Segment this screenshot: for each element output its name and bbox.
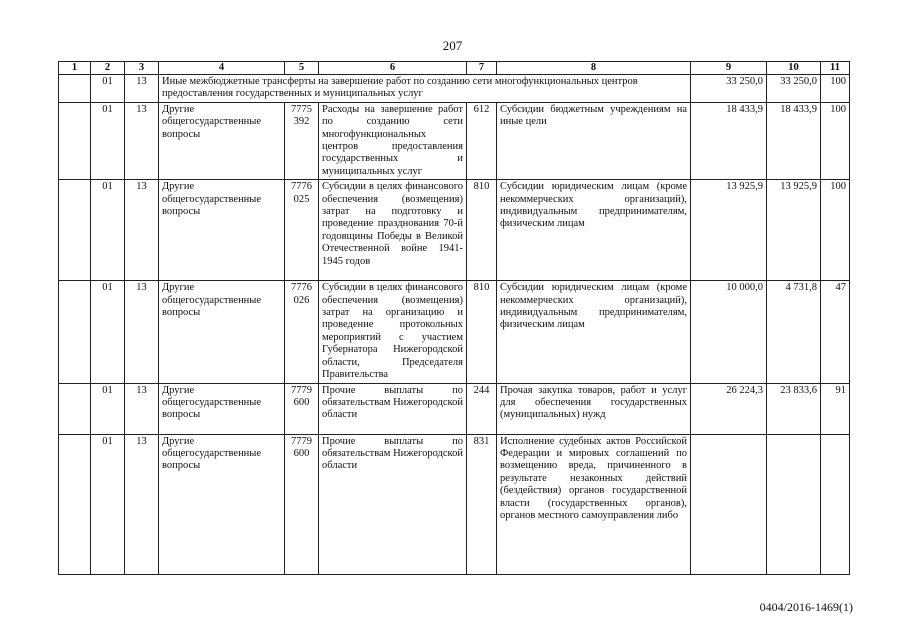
cell-expense-type-name: Прочая закупка товаров, работ и услуг для обеспечения государственных (муниципальных) нужд bbox=[497, 383, 691, 434]
header-cell: 2 bbox=[91, 62, 125, 75]
cell-section: 01 bbox=[91, 75, 125, 103]
cell-section: 01 bbox=[91, 180, 125, 281]
cell-expense-description: Прочие выплаты по обязательствам Нижегородской области bbox=[319, 383, 467, 434]
cell-target-code: 7779 600 bbox=[285, 434, 319, 574]
table-row bbox=[59, 102, 850, 179]
cell-planned: 26 224,3 bbox=[691, 383, 767, 434]
cell-expense-description: Прочие выплаты по обязательствам Нижегородской области bbox=[319, 434, 467, 574]
cell-subsection: 13 bbox=[125, 75, 159, 103]
cell-subsection: 13 bbox=[125, 281, 159, 383]
header-row bbox=[59, 62, 850, 75]
cell-expense-type: 810 bbox=[467, 281, 497, 383]
cell-section-name: Другие общегосударственные вопросы bbox=[159, 180, 285, 281]
cell-section: 01 bbox=[91, 102, 125, 179]
cell-col1 bbox=[59, 383, 91, 434]
cell-section-name: Другие общегосударственные вопросы bbox=[159, 102, 285, 179]
cell-span-description: Иные межбюджетные трансферты на завершение работ по созданию сети многофункциональных центров предоставления государственных и муниципальных услуг bbox=[159, 75, 691, 103]
cell-executed: 13 925,9 bbox=[767, 180, 821, 281]
cell-expense-type-name: Субсидии юридическим лицам (кроме некоммерческих организаций), индивидуальным предпринимателям, физическим лицам bbox=[497, 180, 691, 281]
header-cell: 6 bbox=[319, 62, 467, 75]
page-number: 207 bbox=[442, 38, 463, 53]
cell-expense-type-name: Исполнение судебных актов Российской Федерации и мировых соглашений по возмещению вреда, причиненного в результате незаконных действий (бездействия) органов государственной власти (государственных органов), органов местного самоуправления либо bbox=[497, 434, 691, 574]
header-cell: 8 bbox=[497, 62, 691, 75]
cell-section: 01 bbox=[91, 281, 125, 383]
cell-planned bbox=[691, 434, 767, 574]
cell-subsection: 13 bbox=[125, 102, 159, 179]
table-row bbox=[59, 383, 850, 434]
cell-planned: 33 250,0 bbox=[691, 75, 767, 103]
cell-target-code: 7776 026 bbox=[285, 281, 319, 383]
cell-target-code: 7775 392 bbox=[285, 102, 319, 179]
cell-planned: 10 000,0 bbox=[691, 281, 767, 383]
cell-subsection: 13 bbox=[125, 180, 159, 281]
cell-expense-type: 810 bbox=[467, 180, 497, 281]
cell-section-name: Другие общегосударственные вопросы bbox=[159, 434, 285, 574]
cell-expense-description: Субсидии в целях финансового обеспечения (возмещения) затрат на подготовку и проведение празднования 70-й годовщины Победы в Великой Отечественной войне 1941-1945 годов bbox=[319, 180, 467, 281]
cell-section: 01 bbox=[91, 434, 125, 574]
cell-subsection: 13 bbox=[125, 383, 159, 434]
cell-expense-type-name: Субсидии юридическим лицам (кроме некоммерческих организаций), индивидуальным предпринимателям, физическим лицам bbox=[497, 281, 691, 383]
cell-section: 01 bbox=[91, 383, 125, 434]
table-row bbox=[59, 180, 850, 281]
cell-col1 bbox=[59, 75, 91, 103]
cell-expense-type-name: Субсидии бюджетным учреждениям на иные цели bbox=[497, 102, 691, 179]
cell-percent bbox=[821, 434, 850, 574]
cell-executed: 33 250,0 bbox=[767, 75, 821, 103]
table-row bbox=[59, 434, 850, 574]
cell-expense-type: 244 bbox=[467, 383, 497, 434]
cell-expense-type: 612 bbox=[467, 102, 497, 179]
cell-expense-type: 831 bbox=[467, 434, 497, 574]
cell-subsection: 13 bbox=[125, 434, 159, 574]
header-cell: 4 bbox=[159, 62, 285, 75]
cell-expense-description: Субсидии в целях финансового обеспечения (возмещения) затрат на организацию и проведение протокольных мероприятий с участием Губернатора Нижегородской области, Председателя Правительства bbox=[319, 281, 467, 383]
cell-executed: 4 731,8 bbox=[767, 281, 821, 383]
cell-col1 bbox=[59, 281, 91, 383]
cell-target-code: 7779 600 bbox=[285, 383, 319, 434]
cell-planned: 13 925,9 bbox=[691, 180, 767, 281]
cell-percent: 100 bbox=[821, 75, 850, 103]
budget-table bbox=[58, 61, 850, 575]
cell-planned: 18 433,9 bbox=[691, 102, 767, 179]
header-cell: 11 bbox=[821, 62, 850, 75]
cell-col1 bbox=[59, 102, 91, 179]
cell-section-name: Другие общегосударственные вопросы bbox=[159, 281, 285, 383]
table-row bbox=[59, 75, 850, 103]
header-cell: 10 bbox=[767, 62, 821, 75]
header-cell: 3 bbox=[125, 62, 159, 75]
cell-col1 bbox=[59, 434, 91, 574]
header-cell: 5 bbox=[285, 62, 319, 75]
table-row bbox=[59, 281, 850, 383]
cell-expense-description: Расходы на завершение работ по созданию сети многофункциональных центров предоставления государственных и муниципальных услуг bbox=[319, 102, 467, 179]
cell-section-name: Другие общегосударственные вопросы bbox=[159, 383, 285, 434]
document-code: 0404/2016-1469(1) bbox=[759, 600, 853, 614]
header-cell: 1 bbox=[59, 62, 91, 75]
header-cell: 7 bbox=[467, 62, 497, 75]
cell-percent: 91 bbox=[821, 383, 850, 434]
cell-executed bbox=[767, 434, 821, 574]
cell-percent: 100 bbox=[821, 102, 850, 179]
cell-target-code: 7776 025 bbox=[285, 180, 319, 281]
cell-percent: 100 bbox=[821, 180, 850, 281]
cell-col1 bbox=[59, 180, 91, 281]
cell-executed: 23 833,6 bbox=[767, 383, 821, 434]
cell-percent: 47 bbox=[821, 281, 850, 383]
cell-executed: 18 433,9 bbox=[767, 102, 821, 179]
header-cell: 9 bbox=[691, 62, 767, 75]
